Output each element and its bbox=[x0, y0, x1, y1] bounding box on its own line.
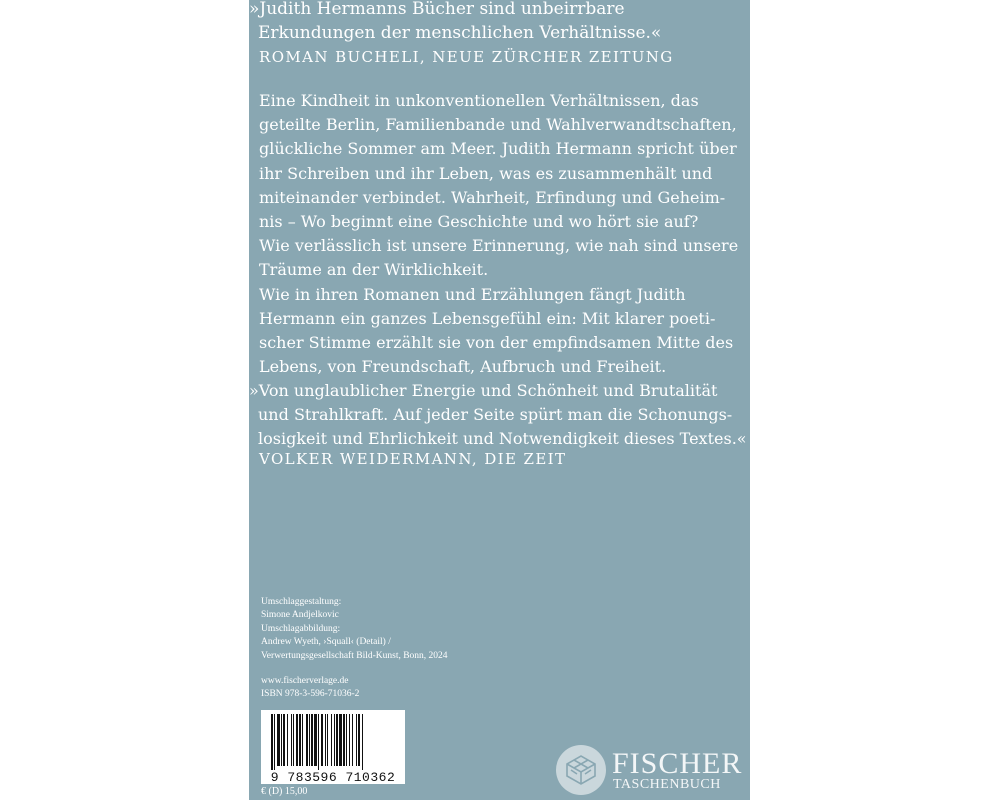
publisher-logo bbox=[555, 744, 750, 800]
barcode-bar bbox=[362, 714, 363, 770]
barcode-bar bbox=[349, 714, 350, 766]
logo-title: FISCHER bbox=[612, 747, 743, 780]
blurb-line: Lebens, von Freundschaft, Aufbruch und Freiheit. bbox=[259, 357, 667, 377]
barcode-bar bbox=[277, 714, 280, 766]
barcode-bar bbox=[274, 714, 275, 770]
publisher-info bbox=[261, 675, 359, 702]
barcode-bar bbox=[296, 714, 298, 766]
review-quote-1 bbox=[249, 0, 729, 45]
review-quote-2 bbox=[249, 379, 747, 451]
barcode-bar bbox=[356, 714, 357, 766]
credit-line: Simone Andjelkovic bbox=[261, 610, 339, 621]
quote-line: losigkeit und Ehrlichkeit und Notwendigkeit dieses Textes.« bbox=[258, 429, 747, 448]
barcode-bar bbox=[339, 714, 342, 766]
blurb-line: Wie verlässlich ist unsere Erinnerung, wie nah sind unsere bbox=[259, 236, 739, 256]
blurb-line: ihr Schreiben und ihr Leben, was es zusammenhält und bbox=[259, 163, 713, 183]
credit-line: Umschlagabbildung: bbox=[261, 623, 341, 634]
barcode-bar bbox=[293, 714, 294, 766]
barcode-bar bbox=[346, 714, 347, 766]
blurb-line: miteinander verbindet. Wahrheit, Erfindung und Geheim- bbox=[259, 187, 726, 207]
quote-attribution-1: ROMAN BUCHELI, NEUE ZÜRCHER ZEITUNG bbox=[259, 48, 674, 66]
barcode-bar bbox=[336, 714, 338, 766]
barcode-bar bbox=[299, 714, 301, 766]
blurb-line: Träume an der Wirklichkeit. bbox=[259, 260, 489, 280]
barcode-bar bbox=[358, 714, 360, 766]
barcode-bar bbox=[287, 714, 288, 766]
logo-subtitle: TASCHENBUCH bbox=[613, 777, 721, 792]
quote-line: Erkundungen der menschlichen Verhältnisse.« bbox=[258, 23, 662, 43]
quote-line: »Von unglaublicher Energie und Schönheit und Brutalität bbox=[249, 381, 718, 400]
barcode-bar bbox=[334, 714, 335, 766]
fischer-fish-icon bbox=[555, 744, 607, 796]
blurb-line: geteilte Berlin, Familienbande und Wahlverwandtschaften, bbox=[259, 115, 737, 135]
cover-credits bbox=[261, 596, 448, 663]
barcode-bar bbox=[306, 714, 308, 766]
barcode-bar bbox=[291, 714, 292, 766]
barcode-digits: 9 783596 710362 bbox=[270, 770, 396, 784]
blurb-line: Eine Kindheit in unkonventionellen Verhältnissen, das bbox=[259, 91, 699, 110]
isbn-text: ISBN 978-3-596-71036-2 bbox=[261, 689, 360, 700]
quote-attribution-2: VOLKER WEIDERMANN, DIE ZEIT bbox=[259, 450, 567, 468]
blurb-line: Hermann ein ganzes Lebensgefühl ein: Mit klarer poeti- bbox=[259, 308, 716, 328]
barcode-bar bbox=[281, 714, 282, 766]
blurb-text bbox=[259, 89, 739, 379]
barcode-bar bbox=[352, 714, 353, 766]
barcode-bar bbox=[318, 714, 319, 770]
barcode-bar bbox=[325, 714, 326, 766]
barcode-bar bbox=[331, 714, 332, 766]
price-label: € (D) 15,00 bbox=[261, 786, 308, 797]
barcode-graphic bbox=[261, 710, 405, 784]
barcode-bar bbox=[283, 714, 285, 766]
blurb-line: nis – Wo beginnt eine Geschichte und wo hört sie auf? bbox=[259, 212, 699, 232]
barcode-bar bbox=[271, 714, 273, 770]
barcode-bar bbox=[327, 714, 328, 766]
book-back-cover bbox=[249, 0, 750, 800]
blurb-line: Wie in ihren Romanen und Erzählungen fängt Judith bbox=[259, 284, 686, 304]
barcode-bar bbox=[302, 714, 303, 766]
credit-line: Umschlaggestaltung: bbox=[261, 597, 342, 607]
barcode-bar bbox=[309, 714, 310, 766]
barcode-bar bbox=[311, 714, 313, 766]
blurb-line: scher Stimme erzählt sie von der empfindsamen Mitte des bbox=[259, 333, 734, 353]
credit-line: Verwertungsgesellschaft Bild-Kunst, Bonn, 2024 bbox=[261, 650, 448, 661]
barcode-bar bbox=[314, 714, 317, 766]
blurb-line: glückliche Sommer am Meer. Judith Hermann spricht über bbox=[259, 139, 737, 159]
quote-line: »Judith Hermanns Bücher sind unbeirrbare bbox=[249, 0, 625, 19]
publisher-website: www.fischerverlage.de bbox=[261, 676, 349, 686]
isbn-barcode bbox=[261, 710, 405, 784]
quote-line: und Strahlkraft. Auf jeder Seite spürt man die Schonungs- bbox=[258, 405, 733, 424]
barcode-bar bbox=[343, 714, 345, 766]
barcode-bar bbox=[321, 714, 323, 766]
credit-line: Andrew Wyeth, ›Squall‹ (Detail) / bbox=[261, 637, 391, 648]
